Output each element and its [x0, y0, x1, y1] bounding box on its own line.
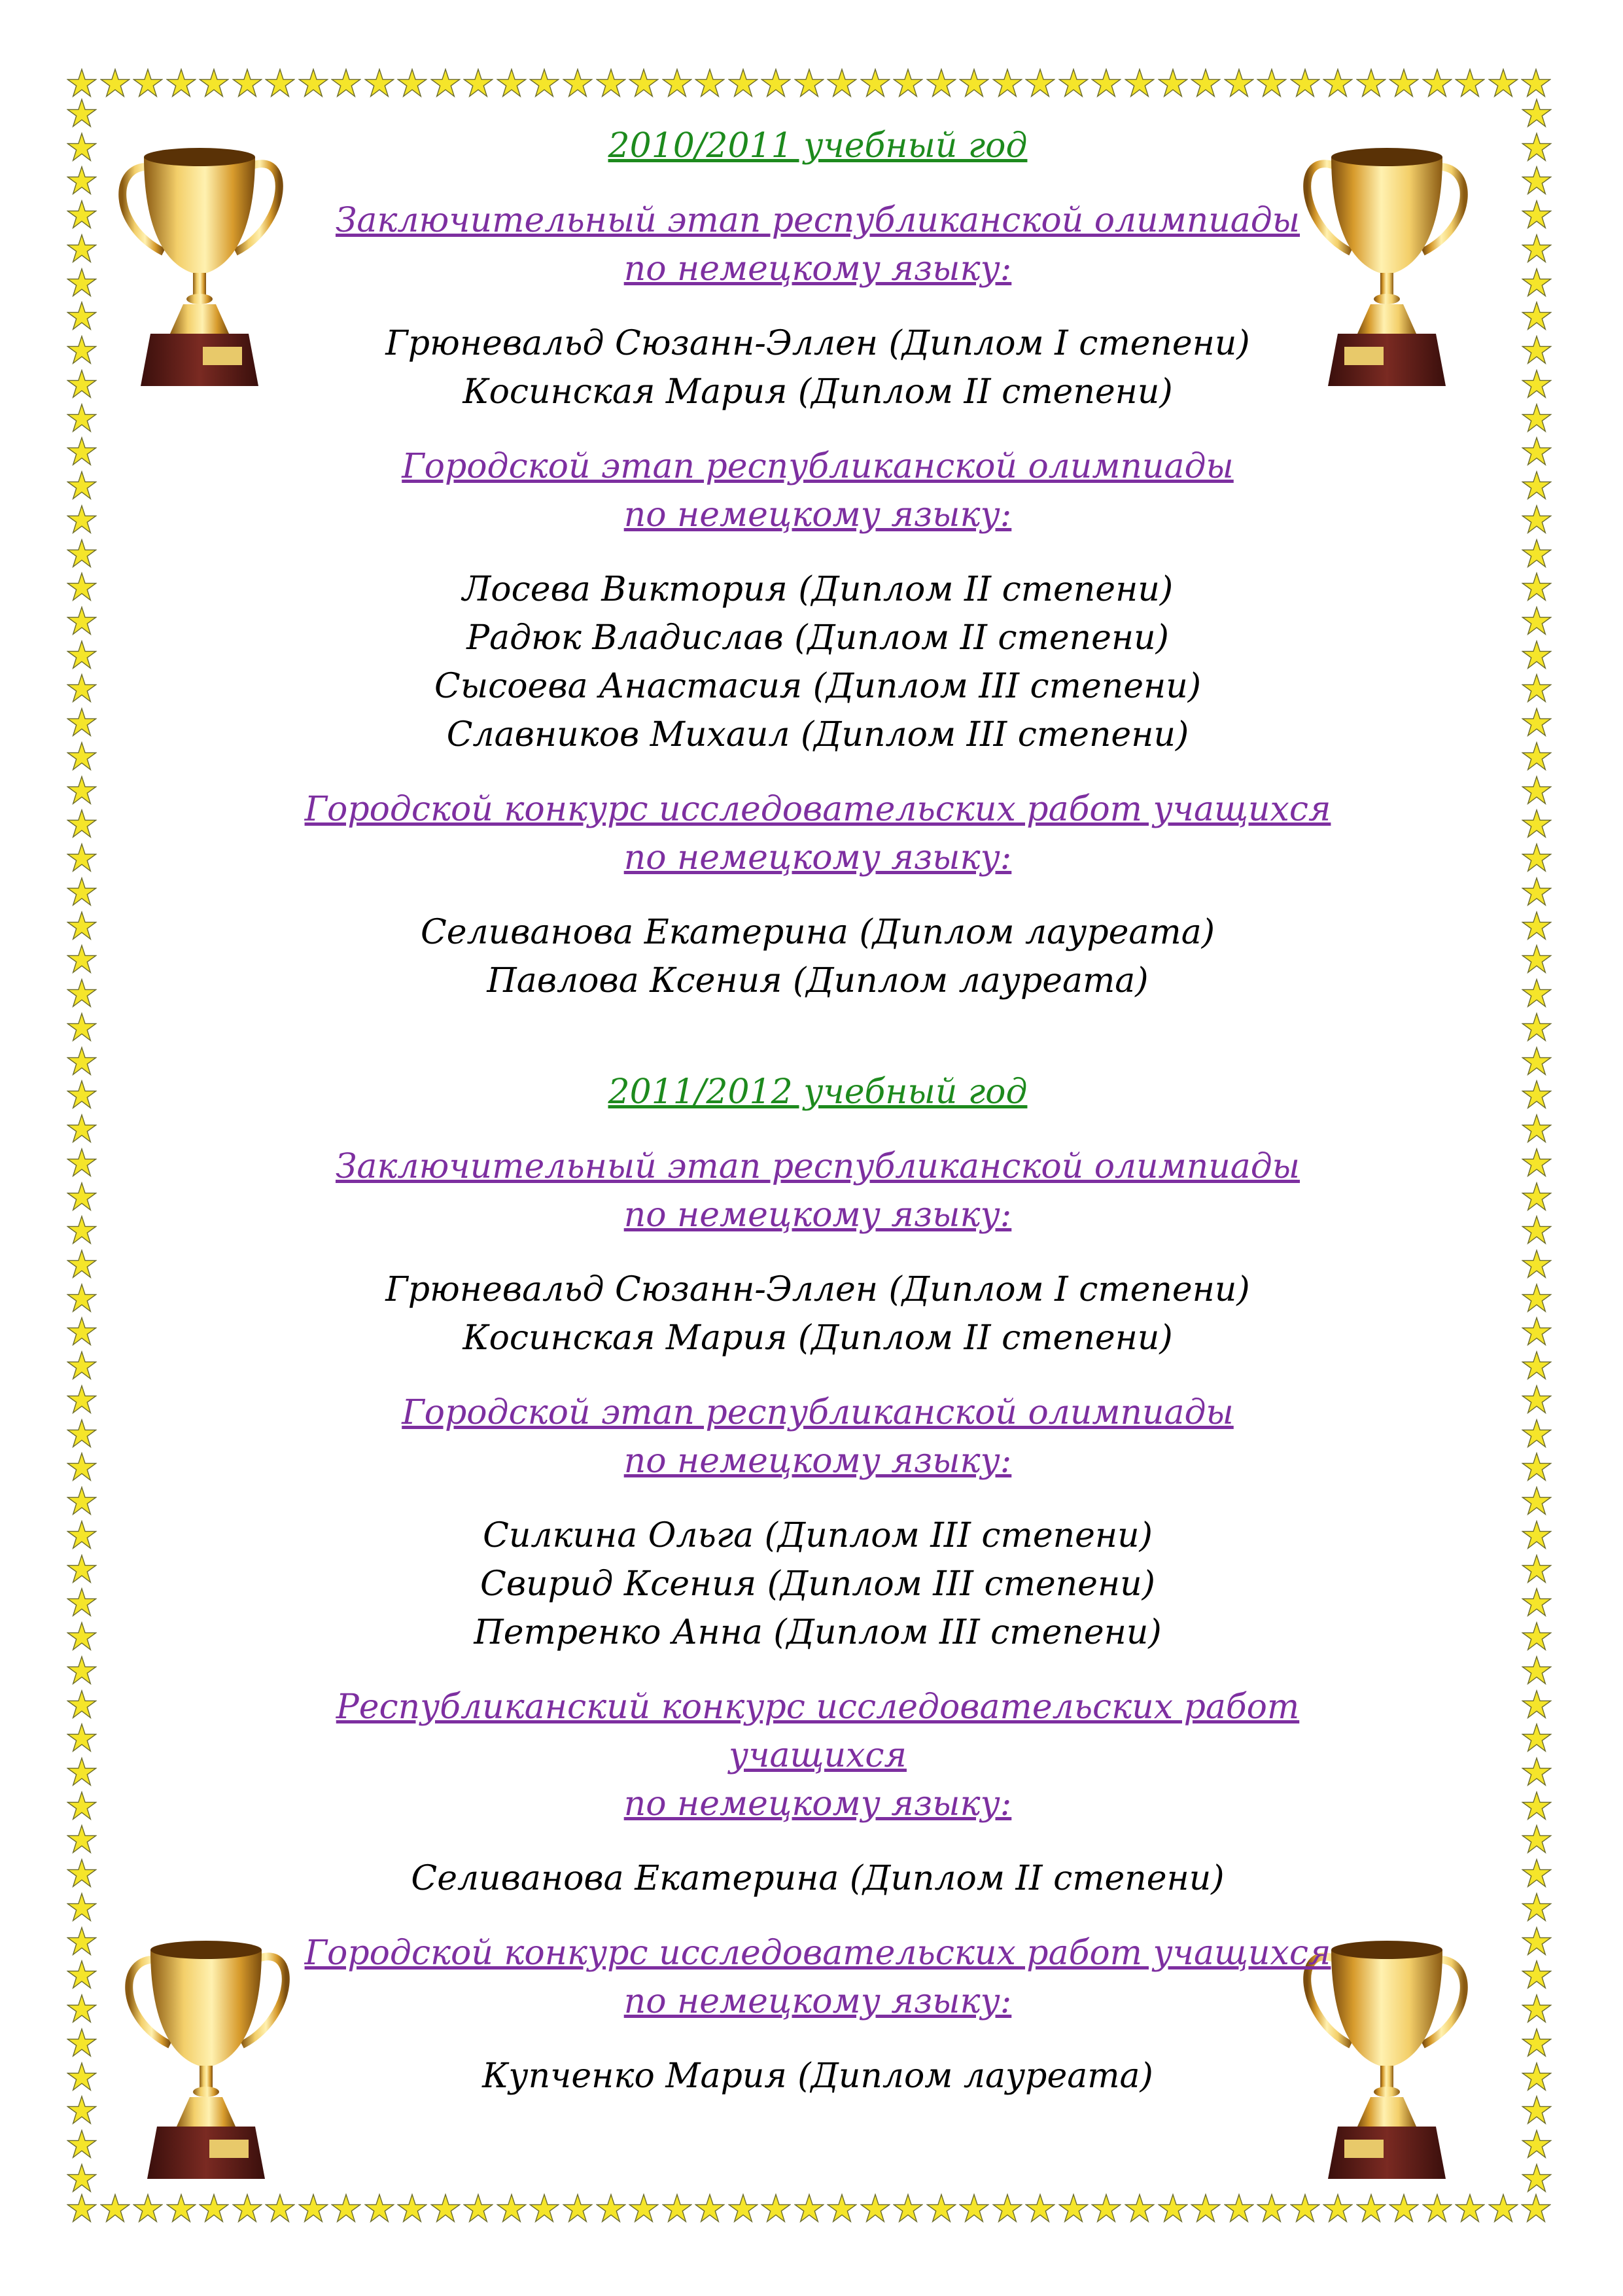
star-icon: [497, 2193, 527, 2223]
star-icon: [1522, 268, 1552, 298]
star-icon: [166, 68, 196, 98]
star-icon: [298, 68, 328, 98]
star-icon: [67, 2163, 97, 2193]
winner-entry: Лосева Виктория (Диплом II степени): [462, 570, 1174, 609]
star-icon: [761, 2193, 791, 2223]
section-heading: Городской этап республиканской олимпиады: [402, 447, 1234, 486]
star-icon: [1455, 68, 1485, 98]
star-icon: [67, 403, 97, 433]
star-icon: [100, 2193, 130, 2223]
section-heading: по немецкому языку:: [623, 495, 1012, 535]
star-icon: [1356, 2193, 1386, 2223]
star-icon: [1522, 1249, 1552, 1279]
star-icon: [1522, 1824, 1552, 1854]
star-icon: [364, 68, 394, 98]
star-icon: [1422, 2193, 1452, 2223]
star-icon: [497, 68, 527, 98]
star-icon: [1522, 2062, 1552, 2092]
star-icon: [67, 132, 97, 162]
award-section: [275, 1929, 1361, 2100]
star-icon: [430, 2193, 461, 2223]
star-icon: [695, 2193, 725, 2223]
star-icon: [67, 166, 97, 196]
star-icon: [1522, 1994, 1552, 2024]
star-icon: [629, 68, 659, 98]
star-icon: [67, 1148, 97, 1178]
star-icon: [265, 2193, 295, 2223]
star-icon: [1488, 2193, 1518, 2223]
star-icon: [1389, 68, 1419, 98]
star-icon: [67, 1114, 97, 1144]
star-icon: [463, 2193, 493, 2223]
trophy-cup-icon: [111, 1920, 301, 2195]
star-icon: [1125, 2193, 1155, 2223]
star-icon: [1290, 2193, 1320, 2223]
star-icon: [893, 2193, 923, 2223]
star-icon: [67, 1351, 97, 1381]
star-icon: [67, 1486, 97, 1516]
star-icon: [67, 2028, 97, 2058]
star-icon: [1522, 403, 1552, 433]
winner-entry: Косинская Мария (Диплом II степени): [462, 372, 1173, 412]
star-icon: [100, 68, 130, 98]
star-icon: [529, 68, 559, 98]
star-icon: [1522, 1520, 1552, 1550]
star-icon: [1522, 606, 1552, 636]
star-icon: [1522, 911, 1552, 941]
star-icon: [1257, 68, 1287, 98]
star-icon: [67, 1824, 97, 1854]
star-icon: [827, 68, 857, 98]
star-icon: [1158, 68, 1188, 98]
section-heading: Заключительный этап республиканской олимпиады: [335, 1147, 1300, 1186]
star-icon: [563, 2193, 593, 2223]
star-icon: [596, 68, 626, 98]
star-icon: [1125, 68, 1155, 98]
star-icon: [1522, 1182, 1552, 1212]
star-icon: [67, 1587, 97, 1617]
section-heading: Городской этап республиканской олимпиады: [402, 1393, 1234, 1432]
trophy-cup-icon: [105, 128, 294, 402]
star-icon: [1522, 98, 1552, 128]
star-icon: [67, 877, 97, 907]
star-icon: [1025, 68, 1055, 98]
star-icon: [1522, 809, 1552, 839]
star-icon: [67, 1419, 97, 1449]
award-section: [275, 1388, 1361, 1657]
star-icon: [1058, 68, 1089, 98]
star-icon: [860, 2193, 890, 2223]
section-heading: по немецкому языку:: [623, 1195, 1012, 1235]
star-icon: [67, 1080, 97, 1110]
star-icon: [67, 843, 97, 873]
star-border-bottom: [67, 2193, 1552, 2223]
star-icon: [67, 2129, 97, 2159]
star-icon: [67, 504, 97, 535]
star-icon: [397, 2193, 427, 2223]
star-icon: [67, 911, 97, 941]
star-icon: [1323, 68, 1353, 98]
star-icon: [133, 2193, 163, 2223]
star-icon: [67, 1012, 97, 1042]
star-icon: [1191, 2193, 1221, 2223]
star-icon: [1025, 2193, 1055, 2223]
star-icon: [232, 2193, 262, 2223]
star-icon: [1521, 2193, 1551, 2223]
star-icon: [397, 68, 427, 98]
star-icon: [1091, 68, 1121, 98]
star-icon: [959, 68, 989, 98]
winner-entry: Павлова Ксения (Диплом лауреата): [487, 961, 1149, 1000]
star-icon: [1091, 2193, 1121, 2223]
star-icon: [1522, 673, 1552, 703]
star-icon: [1522, 741, 1552, 771]
star-icon: [67, 673, 97, 703]
star-icon: [1522, 1419, 1552, 1449]
section-heading: по немецкому языку:: [623, 1784, 1012, 1824]
winner-entry: Радюк Владислав (Диплом II степени): [466, 618, 1169, 658]
winner-entry: Селиванова Екатерина (Диплом лауреата): [421, 913, 1215, 952]
star-icon: [1522, 2129, 1552, 2159]
star-icon: [1522, 1148, 1552, 1178]
star-icon: [1522, 1892, 1552, 1922]
star-icon: [67, 1926, 97, 1956]
star-icon: [926, 68, 956, 98]
star-icon: [1522, 1655, 1552, 1686]
star-icon: [1522, 1689, 1552, 1720]
star-icon: [67, 1554, 97, 1584]
winner-entry: Свирид Ксения (Диплом III степени): [480, 1564, 1155, 1604]
star-icon: [1356, 68, 1386, 98]
star-icon: [67, 1655, 97, 1686]
star-icon: [1522, 1486, 1552, 1516]
star-icon: [1522, 2095, 1552, 2125]
star-icon: [67, 2193, 97, 2223]
star-icon: [1522, 2163, 1552, 2193]
awards-content: [275, 124, 1361, 2100]
star-icon: [67, 1385, 97, 1415]
star-icon: [67, 268, 97, 298]
star-icon: [1522, 1621, 1552, 1651]
winner-entry: Силкина Ольга (Диплом III степени): [483, 1516, 1153, 1555]
star-icon: [67, 1892, 97, 1922]
star-icon: [959, 2193, 989, 2223]
star-icon: [67, 1046, 97, 1076]
star-icon: [1522, 1723, 1552, 1753]
star-icon: [67, 234, 97, 264]
star-icon: [67, 944, 97, 974]
star-icon: [1455, 2193, 1485, 2223]
star-icon: [1191, 68, 1221, 98]
star-icon: [1522, 1858, 1552, 1888]
star-icon: [1522, 470, 1552, 501]
star-icon: [1522, 1046, 1552, 1076]
star-icon: [1522, 1757, 1552, 1787]
star-icon: [67, 2095, 97, 2125]
star-icon: [67, 606, 97, 636]
star-icon: [1224, 2193, 1254, 2223]
star-icon: [1257, 2193, 1287, 2223]
section-heading: Городской конкурс исследовательских работ учащихся: [304, 790, 1331, 829]
star-icon: [67, 1994, 97, 2024]
star-icon: [331, 68, 361, 98]
star-icon: [1522, 504, 1552, 535]
star-icon: [67, 572, 97, 602]
star-icon: [67, 1858, 97, 1888]
star-icon: [1522, 843, 1552, 873]
star-icon: [67, 1689, 97, 1720]
star-icon: [1522, 1791, 1552, 1821]
star-icon: [1522, 335, 1552, 365]
star-icon: [1522, 877, 1552, 907]
star-icon: [1522, 944, 1552, 974]
star-icon: [827, 2193, 857, 2223]
star-icon: [1521, 68, 1551, 98]
star-icon: [67, 1960, 97, 1990]
star-icon: [67, 436, 97, 467]
award-section: [275, 785, 1361, 1005]
star-icon: [529, 2193, 559, 2223]
star-icon: [728, 2193, 758, 2223]
star-icon: [1522, 301, 1552, 331]
star-icon: [1522, 1587, 1552, 1617]
year-title: 2010/2011 учебный год: [608, 126, 1028, 166]
star-icon: [1522, 1012, 1552, 1042]
star-icon: [1522, 166, 1552, 196]
winner-entry: Купченко Мария (Диплом лауреата): [482, 2057, 1153, 2096]
star-icon: [67, 707, 97, 737]
star-icon: [1522, 1283, 1552, 1313]
star-icon: [860, 68, 890, 98]
star-icon: [67, 539, 97, 569]
star-icon: [1522, 1926, 1552, 1956]
star-icon: [1522, 1215, 1552, 1245]
star-icon: [695, 68, 725, 98]
star-icon: [67, 809, 97, 839]
star-icon: [761, 68, 791, 98]
star-icon: [67, 1757, 97, 1787]
winner-entry: Грюневальд Сюзанн-Эллен (Диплом I степени): [385, 324, 1250, 363]
star-icon: [1522, 1316, 1552, 1347]
star-icon: [1522, 2028, 1552, 2058]
star-icon: [199, 2193, 229, 2223]
star-border-left: [67, 98, 97, 2193]
star-icon: [67, 200, 97, 230]
star-icon: [298, 2193, 328, 2223]
star-icon: [67, 335, 97, 365]
star-icon: [1522, 1351, 1552, 1381]
star-icon: [67, 98, 97, 128]
star-icon: [596, 2193, 626, 2223]
star-icon: [67, 1723, 97, 1753]
star-icon: [794, 68, 824, 98]
star-icon: [133, 68, 163, 98]
star-icon: [1522, 707, 1552, 737]
star-icon: [926, 2193, 956, 2223]
section-heading: по немецкому языку:: [623, 838, 1012, 877]
star-icon: [662, 2193, 692, 2223]
star-icon: [1389, 2193, 1419, 2223]
star-icon: [1522, 132, 1552, 162]
star-icon: [1522, 1960, 1552, 1990]
star-icon: [67, 1249, 97, 1279]
star-icon: [1158, 2193, 1188, 2223]
star-icon: [67, 68, 97, 98]
star-icon: [992, 68, 1022, 98]
award-section: [275, 196, 1361, 416]
star-icon: [67, 1621, 97, 1651]
star-icon: [265, 68, 295, 98]
star-icon: [1522, 369, 1552, 399]
award-section: [275, 1683, 1361, 1903]
star-icon: [1488, 68, 1518, 98]
star-icon: [629, 2193, 659, 2223]
star-icon: [67, 1316, 97, 1347]
star-icon: [1323, 2193, 1353, 2223]
star-icon: [67, 1520, 97, 1550]
star-icon: [67, 1215, 97, 1245]
star-icon: [1522, 978, 1552, 1008]
section-heading: Городской конкурс исследовательских работ учащихся: [304, 1934, 1331, 1973]
star-icon: [1422, 68, 1452, 98]
winner-entry: Грюневальд Сюзанн-Эллен (Диплом I степени): [385, 1270, 1250, 1309]
star-icon: [1522, 1080, 1552, 1110]
star-icon: [728, 68, 758, 98]
star-icon: [563, 68, 593, 98]
star-icon: [1522, 775, 1552, 805]
star-icon: [463, 68, 493, 98]
star-icon: [1522, 1554, 1552, 1584]
section-heading: по немецкому языку:: [623, 1982, 1012, 2021]
star-icon: [364, 2193, 394, 2223]
star-icon: [331, 2193, 361, 2223]
star-border-top: [67, 68, 1552, 98]
year-title: 2011/2012 учебный год: [608, 1072, 1028, 1112]
star-icon: [1522, 572, 1552, 602]
star-icon: [1522, 640, 1552, 670]
winner-entry: Петренко Анна (Диплом III степени): [474, 1613, 1162, 1652]
star-icon: [67, 775, 97, 805]
star-icon: [67, 640, 97, 670]
winner-entry: Селиванова Екатерина (Диплом II степени): [411, 1859, 1225, 1898]
star-icon: [1290, 68, 1320, 98]
star-icon: [67, 1791, 97, 1821]
winner-entry: Славников Михаил (Диплом III степени): [446, 715, 1189, 754]
award-section: [275, 1142, 1361, 1362]
section-heading: по немецкому языку:: [623, 249, 1012, 289]
star-icon: [1522, 1452, 1552, 1482]
star-icon: [1522, 1114, 1552, 1144]
star-icon: [1522, 234, 1552, 264]
star-icon: [67, 741, 97, 771]
star-icon: [67, 1283, 97, 1313]
star-icon: [67, 301, 97, 331]
star-icon: [67, 369, 97, 399]
star-icon: [1522, 200, 1552, 230]
star-icon: [1058, 2193, 1089, 2223]
star-icon: [430, 68, 461, 98]
star-icon: [893, 68, 923, 98]
winner-entry: Сысоева Анастасия (Диплом III степени): [434, 667, 1202, 706]
star-border-right: [1522, 98, 1552, 2193]
star-icon: [166, 2193, 196, 2223]
star-icon: [1522, 1385, 1552, 1415]
award-section: [275, 442, 1361, 759]
star-icon: [67, 978, 97, 1008]
star-icon: [199, 68, 229, 98]
star-icon: [1522, 436, 1552, 467]
section-heading: Заключительный этап республиканской олимпиады: [335, 201, 1300, 240]
star-icon: [1224, 68, 1254, 98]
star-icon: [232, 68, 262, 98]
star-icon: [67, 1452, 97, 1482]
section-heading: Республиканский конкурс исследовательских работ учащихся: [336, 1687, 1300, 1775]
star-icon: [1522, 539, 1552, 569]
winner-entry: Косинская Мария (Диплом II степени): [462, 1318, 1173, 1358]
section-heading: по немецкому языку:: [623, 1441, 1012, 1481]
star-icon: [992, 2193, 1022, 2223]
star-icon: [794, 2193, 824, 2223]
star-icon: [67, 470, 97, 501]
star-icon: [662, 68, 692, 98]
star-icon: [67, 2062, 97, 2092]
star-icon: [67, 1182, 97, 1212]
